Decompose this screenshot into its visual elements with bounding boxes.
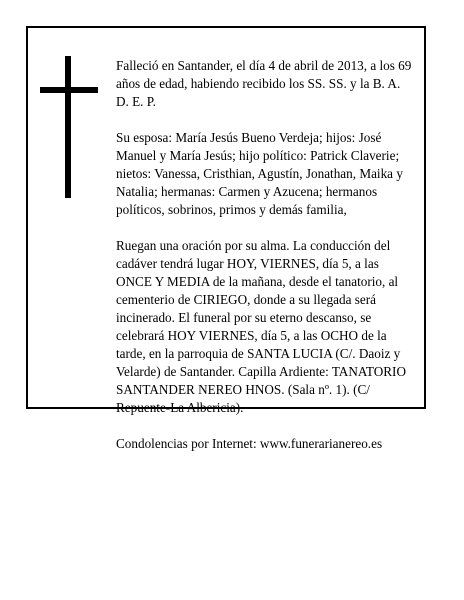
death-announcement: Falleció en Santander, el día 4 de abril de 2013, a los 69 años de edad, habiendo recibido los SS. SS. y la B. A. D. E. P. (116, 58, 412, 109)
cross-vertical-bar (65, 56, 71, 198)
obituary-text (116, 39, 422, 471)
funeral-details: Ruegan una oración por su alma. La conducción del cadáver tendrá lugar HOY, VIERNES, día 5, a las ONCE Y MEDIA de la mañana, desde el tanatorio, al cementerio de CIRIEGO, donde a su llegada será incinerado. El funeral por su eterno descanso, se celebrará HOY VIERNES, día 5, a las OCHO de la tarde, en la parroquia de SANTA LUCIA (C/. Daoiz y Velarde) de Santander. Capilla Ardiente: TANATORIO SANTANDER NEREO HNOS. (Sala nº. 1). (C/ Repuente-La Albericia). (116, 238, 406, 415)
cross-horizontal-bar (40, 87, 98, 93)
obituary-notice (26, 26, 426, 451)
family-list: Su esposa: María Jesús Bueno Verdeja; hijos: José Manuel y María Jesús; hijo político: Patrick Claverie; nietos: Vanessa, Cristhian, Agustín, Jonathan, Maika y Natalia; hermanas: Carmen y Azucena; hermanos políticos, sobrinos, primos y demás familia, (116, 130, 403, 217)
latin-cross-icon (40, 56, 100, 198)
condolences-line: Condolencias por Internet: www.funerarianereo.es (116, 436, 383, 451)
